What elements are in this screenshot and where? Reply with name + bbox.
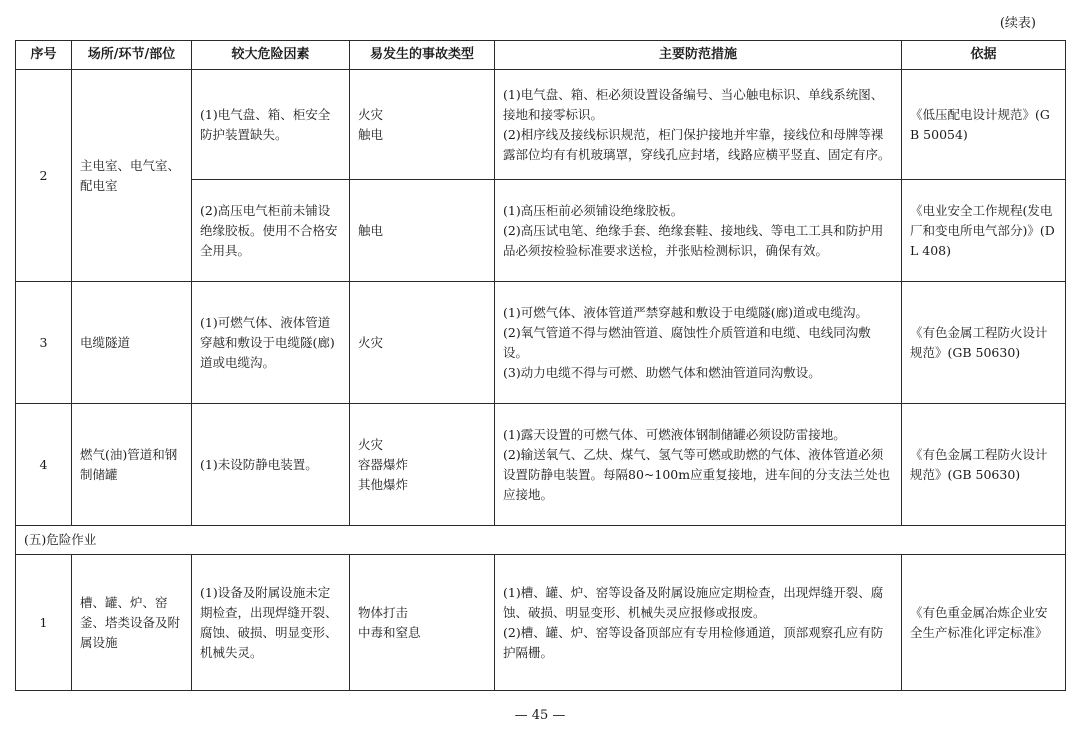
row-no: 3	[16, 282, 72, 404]
table-row	[16, 282, 1066, 404]
col-header-no: 序号	[16, 41, 72, 70]
row-basis: 《有色金属工程防火设计规范》(GB 50630)	[902, 404, 1066, 526]
accident-type: 其他爆炸	[358, 476, 409, 492]
table-header-row	[16, 41, 1066, 70]
col-header-site: 场所/环节/部位	[72, 41, 192, 70]
measure-item: (1)高压柜前必须铺设绝缘胶板。	[503, 202, 684, 218]
measure-item: (2)氧气管道不得与燃油管道、腐蚀性介质管道和电缆、电线同沟敷设。	[503, 324, 871, 360]
row-measures	[495, 282, 902, 404]
row-site: 燃气(油)管道和钢制储罐	[72, 404, 192, 526]
measure-item: (1)可燃气体、液体管道严禁穿越和敷设于电缆隧(廊)道或电缆沟。	[503, 304, 868, 320]
row-site: 槽、罐、炉、窑釜、塔类设备及附属设施	[72, 555, 192, 691]
row-measures	[495, 180, 902, 282]
measure-item: (1)槽、罐、炉、窑等设备及附属设施应定期检查，出现焊缝开裂、腐蚀、破损、明显变形、机械失灵应报修或报废。	[503, 584, 884, 620]
section-row	[16, 526, 1066, 555]
table-row	[16, 70, 1066, 180]
col-header-factor: 较大危险因素	[192, 41, 350, 70]
table-row	[16, 404, 1066, 526]
page-number: — 45 —	[514, 708, 566, 723]
accident-type: 容器爆炸	[358, 456, 409, 472]
row-factor: (1)未设防静电装置。	[192, 404, 350, 526]
row-factor: (1)设备及附属设施未定期检查，出现焊缝开裂、腐蚀、破损、明显变形、机械失灵。	[192, 555, 350, 691]
row-measures	[495, 404, 902, 526]
accident-type: 物体打击	[358, 604, 409, 620]
measure-item: (3)动力电缆不得与可燃、助燃气体和燃油管道同沟敷设。	[503, 364, 821, 380]
safety-table	[15, 40, 1066, 691]
row-no: 1	[16, 555, 72, 691]
col-header-accident: 易发生的事故类型	[350, 41, 495, 70]
table-row	[16, 555, 1066, 691]
accident-type: 触电	[358, 222, 384, 238]
row-measures	[495, 555, 902, 691]
col-header-measures: 主要防范措施	[495, 41, 902, 70]
row-accidents	[350, 282, 495, 404]
row-basis: 《有色重金属冶炼企业安全生产标准化评定标准》	[902, 555, 1066, 691]
row-factor: (2)高压电气柜前未铺设绝缘胶板。使用不合格安全用具。	[192, 180, 350, 282]
section-title: (五)危险作业	[16, 526, 1066, 555]
row-measures	[495, 70, 902, 180]
measure-item: (2)槽、罐、炉、窑等设备顶部应有专用检修通道，顶部观察孔应有防护隔栅。	[503, 624, 884, 660]
row-basis: 《低压配电设计规范》(GB 50054)	[902, 70, 1066, 180]
row-factor: (1)电气盘、箱、柜安全防护装置缺失。	[192, 70, 350, 180]
col-header-basis: 依据	[902, 41, 1066, 70]
accident-type: 火灾	[358, 106, 384, 122]
row-site: 主电室、电气室、配电室	[72, 70, 192, 282]
continued-label: (续表)	[999, 16, 1036, 31]
row-accidents	[350, 180, 495, 282]
row-factor: (1)可燃气体、液体管道穿越和敷设于电缆隧(廊)道或电缆沟。	[192, 282, 350, 404]
accident-type: 中毒和窒息	[358, 624, 421, 640]
row-accidents	[350, 555, 495, 691]
row-accidents	[350, 70, 495, 180]
row-no: 2	[16, 70, 72, 282]
accident-type: 火灾	[358, 334, 384, 350]
row-accidents	[350, 404, 495, 526]
accident-type: 火灾	[358, 436, 384, 452]
accident-type: 触电	[358, 126, 384, 142]
row-basis: 《电业安全工作规程(发电厂和变电所电气部分)》(DL 408)	[902, 180, 1066, 282]
measure-item: (2)输送氧气、乙炔、煤气、氢气等可燃或助燃的气体、液体管道必须设置防静电装置。每隔80~100m应重复接地，进车间的分支法兰处也应接地。	[503, 446, 891, 502]
measure-item: (1)露天设置的可燃气体、可燃液体钢制储罐必须设防雷接地。	[503, 426, 846, 442]
row-basis: 《有色金属工程防火设计规范》(GB 50630)	[902, 282, 1066, 404]
measure-item: (1)电气盘、箱、柜必须设置设备编号、当心触电标识、单线系统图、接地和接零标识。	[503, 86, 884, 122]
measure-item: (2)相序线及接线标识规范，柜门保护接地并牢靠，接线位和母牌等裸露部位均有有机玻璃罩，穿线孔应封堵，线路应横平竖直、固定有序。	[503, 126, 891, 162]
measure-item: (2)高压试电笔、绝缘手套、绝缘套鞋、接地线、等电工工具和防护用品必须按检验标准要求送检，并张贴检测标识，确保有效。	[503, 222, 884, 258]
row-no: 4	[16, 404, 72, 526]
row-site: 电缆隧道	[72, 282, 192, 404]
